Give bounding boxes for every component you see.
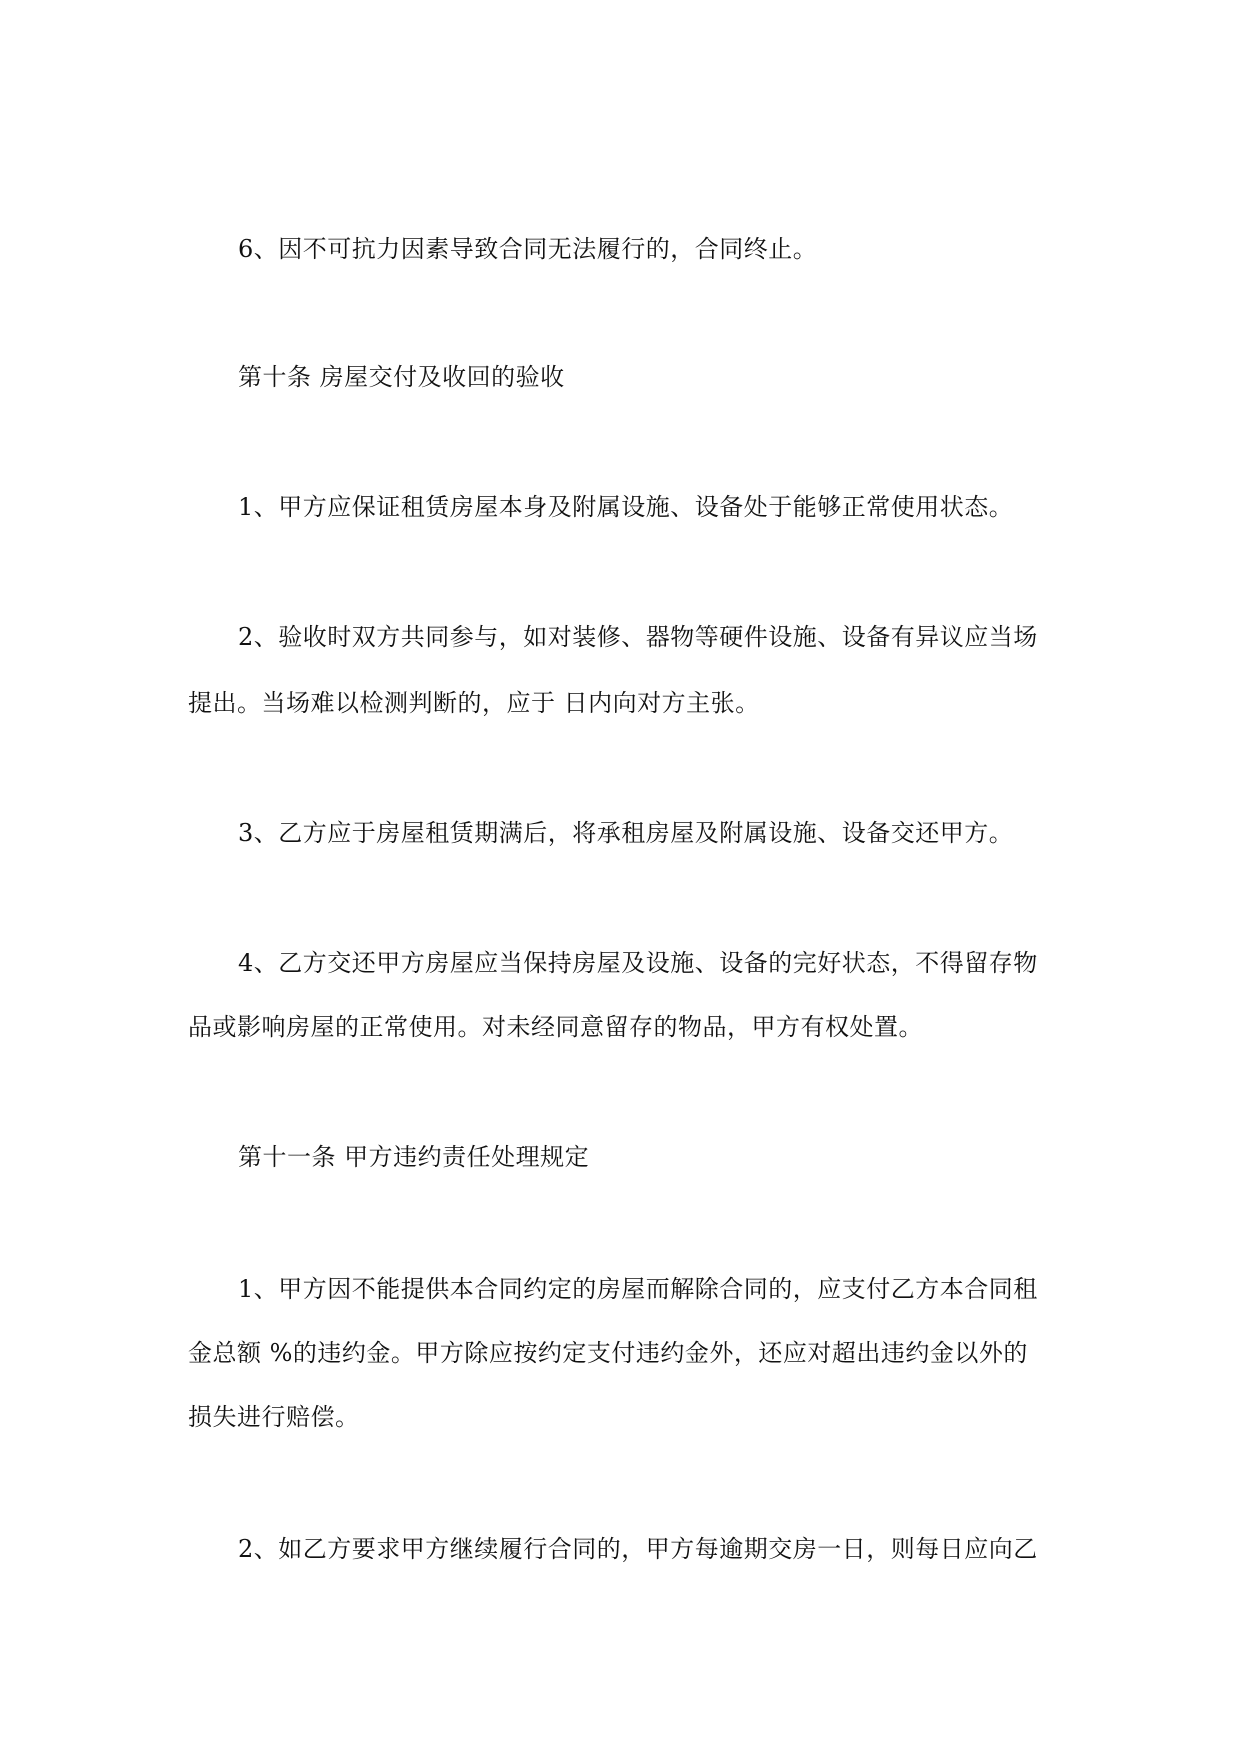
clause-6-line-1: 6、因不可抗力因素导致合同无法履行的，合同终止。 bbox=[238, 235, 818, 263]
article-10-clause-4-line-1: 4、乙方交还甲方房屋应当保持房屋及设施、设备的完好状态，不得留存物 bbox=[238, 949, 1038, 977]
article-10-clause-2-line-1: 2、验收时双方共同参与，如对装修、器物等硬件设施、设备有异议应当场 bbox=[238, 623, 1038, 651]
article-10-clause-2-line-2: 提出。当场难以检测判断的，应于 日内向对方主张。 bbox=[188, 689, 760, 717]
article-11-heading: 第十一条 甲方违约责任处理规定 bbox=[238, 1143, 590, 1171]
article-11-clause-1-line-3: 损失进行赔偿。 bbox=[188, 1403, 360, 1431]
article-11-clause-1-line-1: 1、甲方因不能提供本合同约定的房屋而解除合同的，应支付乙方本合同租 bbox=[238, 1275, 1038, 1303]
article-10-clause-4-line-2: 品或影响房屋的正常使用。对未经同意留存的物品，甲方有权处置。 bbox=[188, 1013, 923, 1041]
article-10-clause-1-line-1: 1、甲方应保证租赁房屋本身及附属设施、设备处于能够正常使用状态。 bbox=[238, 493, 1014, 521]
article-10-heading: 第十条 房屋交付及收回的验收 bbox=[238, 363, 565, 391]
article-10-clause-3-line-1: 3、乙方应于房屋租赁期满后，将承租房屋及附属设施、设备交还甲方。 bbox=[238, 819, 1014, 847]
article-11-clause-1-line-2: 金总额 %的违约金。甲方除应按约定支付违约金外，还应对超出违约金以外的 bbox=[188, 1339, 1028, 1367]
article-11-clause-2-line-1: 2、如乙方要求甲方继续履行合同的，甲方每逾期交房一日，则每日应向乙 bbox=[238, 1535, 1038, 1563]
